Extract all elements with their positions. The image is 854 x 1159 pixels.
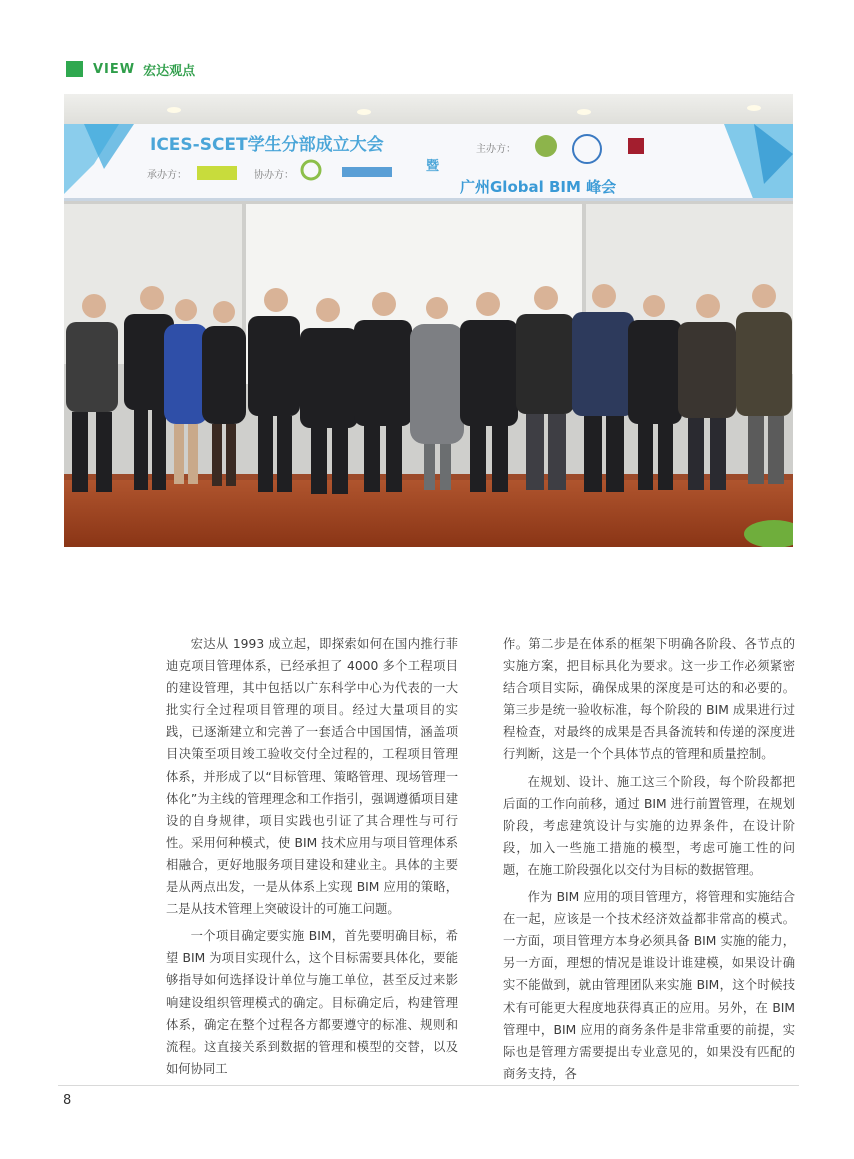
- article-column-left: [166, 633, 458, 1085]
- banner-organizer-label: 主办方：: [476, 144, 516, 155]
- article-paragraph: 作。第二步是在体系的框架下明确各阶段、各节点的实施方案，把目标具化为要求。这一步工作必须紧密结合项目实际，确保成果的深度是可达的和必要的。第三步是统一验收标准，每个阶段的 BIM 成果进行过程检查，对最终的成果是否具备流转和传递的深度进行判断，这是一个个具体节点的管理和质量控制。: [503, 637, 795, 762]
- page-number: 8: [63, 1093, 72, 1108]
- banner-title: ICES-SCET学生分部成立大会: [150, 135, 384, 155]
- banner-subtitle: 广州Global BIM 峰会: [460, 178, 617, 196]
- event-photo: [64, 94, 793, 547]
- banner-connector: 暨: [426, 159, 440, 174]
- section-title-cn: 宏达观点: [143, 63, 196, 79]
- banner-co-organizer-label: 协办方：: [254, 170, 294, 181]
- article-paragraph: 在规划、设计、施工这三个阶段，每个阶段都把后面的工作向前移，通过 BIM 进行前置管理，在规划阶段，考虑建筑设计与实施的边界条件，在设计阶段，加入一些施工措施的模型，考虑可施工性的问题，在施工阶段强化以交付为目标的数据管理。: [503, 774, 795, 877]
- section-marker: [66, 61, 83, 77]
- ices-sshk-logo: [628, 138, 644, 154]
- article-paragraph: 宏达从 1993 成立起，即探索如何在国内推行菲迪克项目管理体系，已经承担了 4000 多个工程项目的建设管理，其中包括以广东科学中心为代表的一大批实行全过程项目管理的项目。经过大量项目的实践，已逐渐建立和完善了一套适合中国国情，涵盖项目决策至项目竣工验收交付全过程的，工程项目管理体系，并形成了以“目标管理、策略管理、现场管理一体化”为主线的管理理念和工作指引，强调遵循项目建设的自身规律，项目实践也引证了其合理性与可行性。采用何种模式，使 BIM 技术应用与项目管理体系相融合，更好地服务项目建设和建业主。具体的主要是从两点出发，一是从体系上实现 BIM 应用的策略，二是从技术管理上突破设计的可施工问题。: [166, 637, 458, 917]
- article-paragraph: 作为 BIM 应用的项目管理方，将管理和实施结合在一起，应该是一个技术经济效益都非常高的模式。一方面，项目管理方本身必须具备 BIM 实施的能力，另一方面，理想的情况是谁设计谁建模，如果设计确实不能做到，就由管理团队来实施 BIM，这个时候技术有可能更大程度地获得真正的应用。另外，在 BIM 管理中，BIM 应用的商务条件是非常重要的前提，实际也是管理方需要提出专业意见的，如果没有匹配的商务支持，各: [503, 890, 795, 1081]
- ices-logo: [535, 135, 557, 157]
- undertaker-logo: [197, 166, 237, 180]
- section-header: [66, 60, 195, 78]
- banner-undertaker-label: 承办方：: [147, 170, 187, 181]
- section-title-en: VIEW: [93, 61, 136, 77]
- footer-divider: [58, 1085, 799, 1086]
- article-column-right: [503, 633, 795, 1090]
- article-paragraph: 一个项目确定要实施 BIM，首先要明确目标，希望 BIM 为项目实现什么，这个目标需要具体化，要能够指导如何选择设计单位与施工单位，甚至反过来影响建设组织管理模式的确定。目标确定后，构建管理体系，确定在整个过程各方都要遵守的标准、规则和流程。这直接关系到数据的管理和模型的交替，以及如何协同工: [166, 929, 458, 1076]
- co-organizer-logo-2: [342, 167, 392, 177]
